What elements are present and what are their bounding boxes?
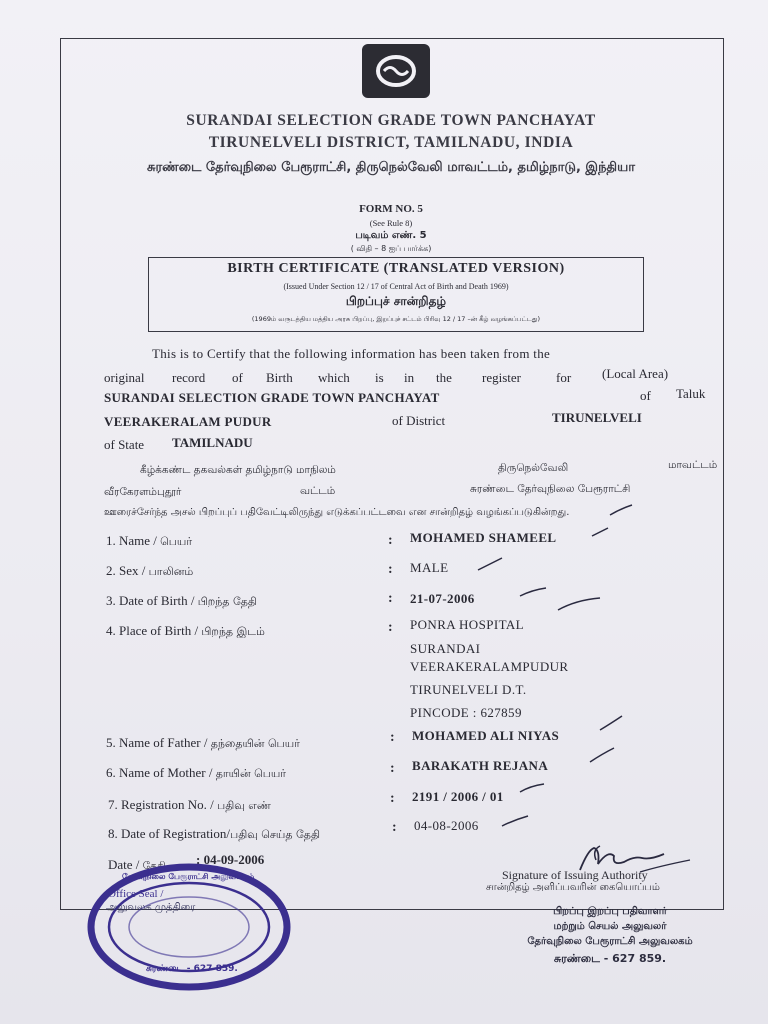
pob-line: TIRUNELVELI D.T.	[410, 682, 527, 697]
tamil-line-2c: சுரண்டை தேர்வுநிலை பேரூராட்சி	[470, 483, 631, 495]
mother-value: BARAKATH REJANA	[412, 758, 549, 773]
tamil-line-1b: திருநெல்வேலி	[498, 462, 569, 474]
father-value: MOHAMED ALI NIYAS	[412, 728, 560, 743]
reg-no-label: 7. Registration No. / பதிவு எண்	[108, 797, 271, 812]
tamil-line-2a: வீரகேரளம்புதூர்	[104, 486, 182, 498]
intro-word: for	[556, 370, 572, 385]
form-number-tamil: படிவம் எண். 5	[355, 230, 427, 241]
name-value: MOHAMED SHAMEEL	[410, 530, 557, 545]
district-name: TIRUNELVELI	[552, 410, 642, 425]
intro-word: Birth	[266, 370, 293, 385]
certificate-title-tamil: பிறப்புச் சான்றிதழ்	[345, 294, 447, 308]
name-label: 1. Name / பெயர்	[106, 533, 193, 548]
pob-label: 4. Place of Birth / பிறந்த இடம்	[106, 623, 265, 638]
of-state-label: of State	[104, 437, 145, 452]
of-district-label: of District	[392, 413, 446, 428]
intro-line-1: This is to Certify that the following information has been taken from the	[152, 346, 551, 361]
authority-line: பிறப்பு இறப்பு பதிவாளர்	[553, 906, 667, 917]
certificate-title-box	[148, 257, 644, 332]
tamil-line-1a: கீழ்க்கண்ட தகவல்கள் தமிழ்நாடு மாநிலம்	[140, 464, 336, 476]
office-seal-label-tamil: அலுவலக முத்திரை	[106, 902, 196, 913]
stamp-text-bottom: சுரண்டை - 627 859.	[146, 964, 238, 974]
signature-label: Signature of Issuing Authority	[502, 868, 648, 882]
dob-label: 3. Date of Birth / பிறந்த தேதி	[106, 593, 257, 608]
form-rule: (See Rule 8)	[369, 218, 413, 228]
intro-word: is	[375, 370, 384, 385]
stamp-text-top: தேர்வுநிலை பேரூராட்சி அலுவலகம்	[122, 872, 255, 881]
form-rule-tamil: ( விதி – 8 ஐப் பார்க்க)	[350, 244, 432, 253]
pob-line: SURANDAI	[410, 641, 481, 656]
intro-word: record	[172, 370, 206, 385]
office-seal-stamp	[86, 862, 292, 992]
colon: :	[388, 620, 393, 635]
sex-label: 2. Sex / பாலினம்	[106, 563, 194, 578]
of-label: of	[640, 388, 651, 403]
office-seal-label: Office Seal /	[108, 888, 164, 900]
colon: :	[388, 533, 393, 548]
intro-word: in	[404, 370, 415, 385]
colon: :	[390, 761, 395, 776]
colon: :	[390, 730, 395, 745]
pob-line: VEERAKERALAMPUDUR	[410, 659, 569, 674]
panchayat-name: SURANDAI SELECTION GRADE TOWN PANCHAYAT	[104, 390, 440, 405]
reg-date-label: 8. Date of Registration/பதிவு செய்த தேதி	[108, 826, 320, 841]
state-name: TAMILNADU	[172, 435, 253, 450]
issue-date-value: : 04-09-2006	[196, 852, 265, 867]
colon: :	[392, 820, 397, 835]
authority-line: சுரண்டை - 627 859.	[553, 952, 667, 965]
father-label: 5. Name of Father / தந்தையின் பெயர்	[106, 735, 300, 750]
tamil-line-2b: வட்டம்	[300, 485, 336, 497]
header-line-tamil: சுரண்டை தேர்வுநிலை பேரூராட்சி, திருநெல்வேலி மாவட்டம், தமிழ்நாடு, இந்தியா	[146, 160, 636, 175]
panchayat-logo-icon	[362, 44, 430, 98]
tamil-line-1c: மாவட்டம்	[668, 459, 718, 471]
reg-no-value: 2191 / 2006 / 01	[412, 789, 504, 804]
header-line-2: TIRUNELVELI DISTRICT, TAMILNADU, INDIA	[208, 134, 574, 151]
signature-label-tamil: சான்றிதழ் அளிப்பவரின் கையொப்பம்	[486, 882, 660, 893]
authority-line: தேர்வுநிலை பேரூராட்சி அலுவலகம்	[527, 936, 693, 947]
taluk-label: Taluk	[676, 386, 706, 401]
intro-word: the	[436, 370, 452, 385]
intro-word: original	[104, 370, 145, 385]
colon: :	[390, 791, 395, 806]
tamil-line-3: ஊரைச்சேர்ந்த அசல் பிறப்புப் பதிவேட்டிலிருந்து எடுக்கப்பட்டவை என சான்றிதழ் வழங்கப்படுகின்றது.	[104, 507, 570, 518]
colon: :	[388, 562, 393, 577]
form-number: FORM NO. 5	[359, 203, 423, 215]
pob-line: PONRA HOSPITAL	[410, 617, 524, 632]
certificate-issued-under-tamil: (1969ம் வருடத்திய மத்திய அரசு பிறப்பு, இறப்புச் சட்டம் பிரிவு 12 / 17 –ன் கீழ் வழங்கப்பட்டது)	[251, 315, 541, 323]
intro-word: of	[232, 370, 243, 385]
issue-date-label: Date / தேதி	[108, 857, 166, 872]
colon: :	[388, 591, 393, 606]
pob-line: PINCODE : 627859	[410, 705, 522, 720]
certificate-issued-under: (Issued Under Section 12 / 17 of Central Act of Birth and Death 1969)	[283, 282, 509, 291]
mother-label: 6. Name of Mother / தாயின் பெயர்	[106, 765, 287, 780]
dob-value: 21-07-2006	[410, 591, 475, 606]
header-line-1: SURANDAI SELECTION GRADE TOWN PANCHAYAT	[186, 112, 596, 129]
sex-value: MALE	[410, 560, 449, 575]
authority-line: மற்றும் செயல் அலுவலர்	[553, 921, 667, 932]
taluk-name: VEERAKERALAM PUDUR	[104, 414, 272, 429]
reg-date-value: 04-08-2006	[414, 818, 479, 833]
intro-word: which	[318, 370, 350, 385]
local-area-label: (Local Area)	[602, 366, 669, 381]
intro-word: register	[482, 370, 521, 385]
certificate-title: BIRTH CERTIFICATE (TRANSLATED VERSION)	[227, 261, 565, 276]
